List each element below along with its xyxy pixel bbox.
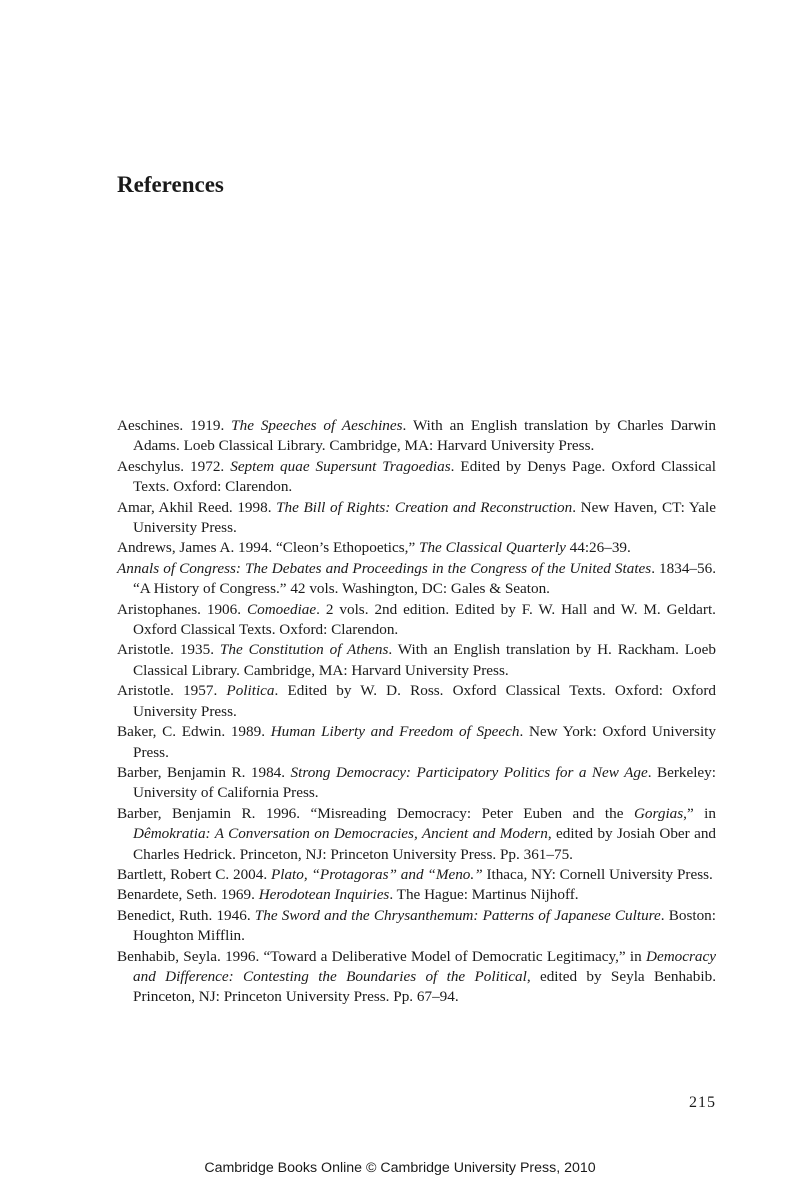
reference-title: Comoediae (246, 600, 317, 618)
reference-text: Aeschines. 1919. (117, 417, 232, 434)
reference-title: Annals of Congress: The Debates and Proceedings in the Congress of the United States (117, 559, 652, 577)
reference-entry (117, 559, 716, 600)
reference-title: The Speeches of Aeschines (231, 417, 403, 434)
reference-text: . The Hague: Martinus Nijhoff. (389, 886, 579, 904)
reference-title: Dêmokratia: A Conversation on Democracies, Ancient and Modern (133, 825, 548, 843)
reference-text: Bartlett, Robert C. 2004. (117, 865, 271, 883)
reference-text: Barber, Benjamin R. 1984. (117, 763, 291, 781)
reference-text: , edited by Seyla Benhabib. Princeton, NJ: Princeton University Press. Pp. 67–94. (133, 967, 717, 1006)
reference-text: . With an English translation by H. Rackham. Loeb Classical Library. Cambridge, MA: Harvard University Press. (133, 641, 716, 679)
reference-text: . With an English translation by Charles Darwin Adams. Loeb Classical Library. Cambridge, MA: Harvard University Press. (133, 417, 717, 455)
reference-text: . Boston: Houghton Mifflin. (133, 906, 716, 945)
reference-text: . New Haven, CT: Yale University Press. (133, 498, 716, 537)
reference-text: . 2 vols. 2nd edition. Edited by F. W. Hall and W. M. Geldart. Oxford Classical Texts. Oxford: Clarendon. (133, 600, 716, 639)
reference-entry (117, 498, 716, 539)
page-number: 215 (689, 1094, 716, 1111)
page-title: References (117, 172, 224, 197)
reference-title: Plato, “Protagoras” and “Meno.” (270, 865, 483, 883)
reference-text: Aristotle. 1935. (117, 641, 220, 659)
reference-text: Amar, Akhil Reed. 1998. (117, 498, 277, 516)
reference-list (117, 416, 716, 1008)
reference-title: Septem quae Supersunt Tragoedias (230, 457, 451, 475)
reference-entry (117, 416, 716, 457)
reference-title: Democracy and Difference: Contesting the Boundaries of the Political (133, 947, 716, 985)
reference-title: Human Liberty and Freedom of Speech (270, 723, 520, 741)
reference-text: . Edited by W. D. Ross. Oxford Classical Texts. Oxford: Oxford University Press. (133, 682, 717, 720)
reference-text: Benardete, Seth. 1969. (117, 886, 259, 904)
reference-title: Gorgias (633, 804, 684, 822)
reference-entry (117, 600, 716, 641)
reference-text: . 1834–56. “A History of Congress.” 42 vols. Washington, DC: Gales & Seaton. (133, 559, 717, 598)
reference-text: Barber, Benjamin R. 1996. “Misreading Democracy: Peter Euben and the (117, 804, 634, 822)
reference-text: . Edited by Denys Page. Oxford Classical Texts. Oxford: Clarendon. (133, 457, 716, 496)
reference-entry (117, 681, 716, 722)
reference-text: Andrews, James A. 1994. “Cleon’s Ethopoetics,” (117, 539, 420, 557)
reference-entry (117, 885, 716, 905)
reference-text: , edited by Josiah Ober and Charles Hedrick. Princeton, NJ: Princeton University Press. Pp. 361–75. (133, 825, 717, 863)
reference-entry (117, 640, 716, 681)
reference-text: Ithaca, NY: Cornell University Press. (482, 865, 713, 883)
reference-text: Baker, C. Edwin. 1989. (117, 723, 271, 741)
reference-entry (117, 947, 716, 1008)
reference-title: The Constitution of Athens (219, 641, 389, 659)
reference-title: The Classical Quarterly (419, 539, 566, 557)
reference-entry (117, 763, 716, 804)
reference-text: ,” in (683, 804, 716, 822)
reference-entry (117, 457, 716, 498)
reference-entry (117, 804, 716, 865)
reference-text: Benhabib, Seyla. 1996. “Toward a Deliberative Model of Democratic Legitimacy,” in (117, 947, 646, 965)
reference-title: The Bill of Rights: Creation and Reconstruction (276, 498, 573, 516)
reference-entry (117, 906, 716, 947)
reference-title: The Sword and the Chrysanthemum: Patterns of Japanese Culture (254, 906, 661, 924)
reference-text: Aristotle. 1957. (117, 682, 227, 700)
reference-text: Aristophanes. 1906. (117, 600, 247, 618)
reference-text: 44:26–39. (565, 539, 631, 557)
reference-entry (117, 722, 716, 763)
reference-entry (117, 865, 716, 885)
reference-entry (117, 538, 716, 558)
footer-copyright: Cambridge Books Online © Cambridge University Press, 2010 (204, 1160, 596, 1176)
reference-title: Politica (226, 682, 275, 700)
reference-text: Aeschylus. 1972. (117, 457, 231, 475)
reference-text: . New York: Oxford University Press. (133, 723, 716, 761)
reference-text: Benedict, Ruth. 1946. (117, 906, 255, 924)
reference-title: Herodotean Inquiries (258, 886, 390, 904)
reference-title: Strong Democracy: Participatory Politics for a New Age (290, 763, 648, 781)
reference-text: . Berkeley: University of California Press. (133, 763, 716, 802)
